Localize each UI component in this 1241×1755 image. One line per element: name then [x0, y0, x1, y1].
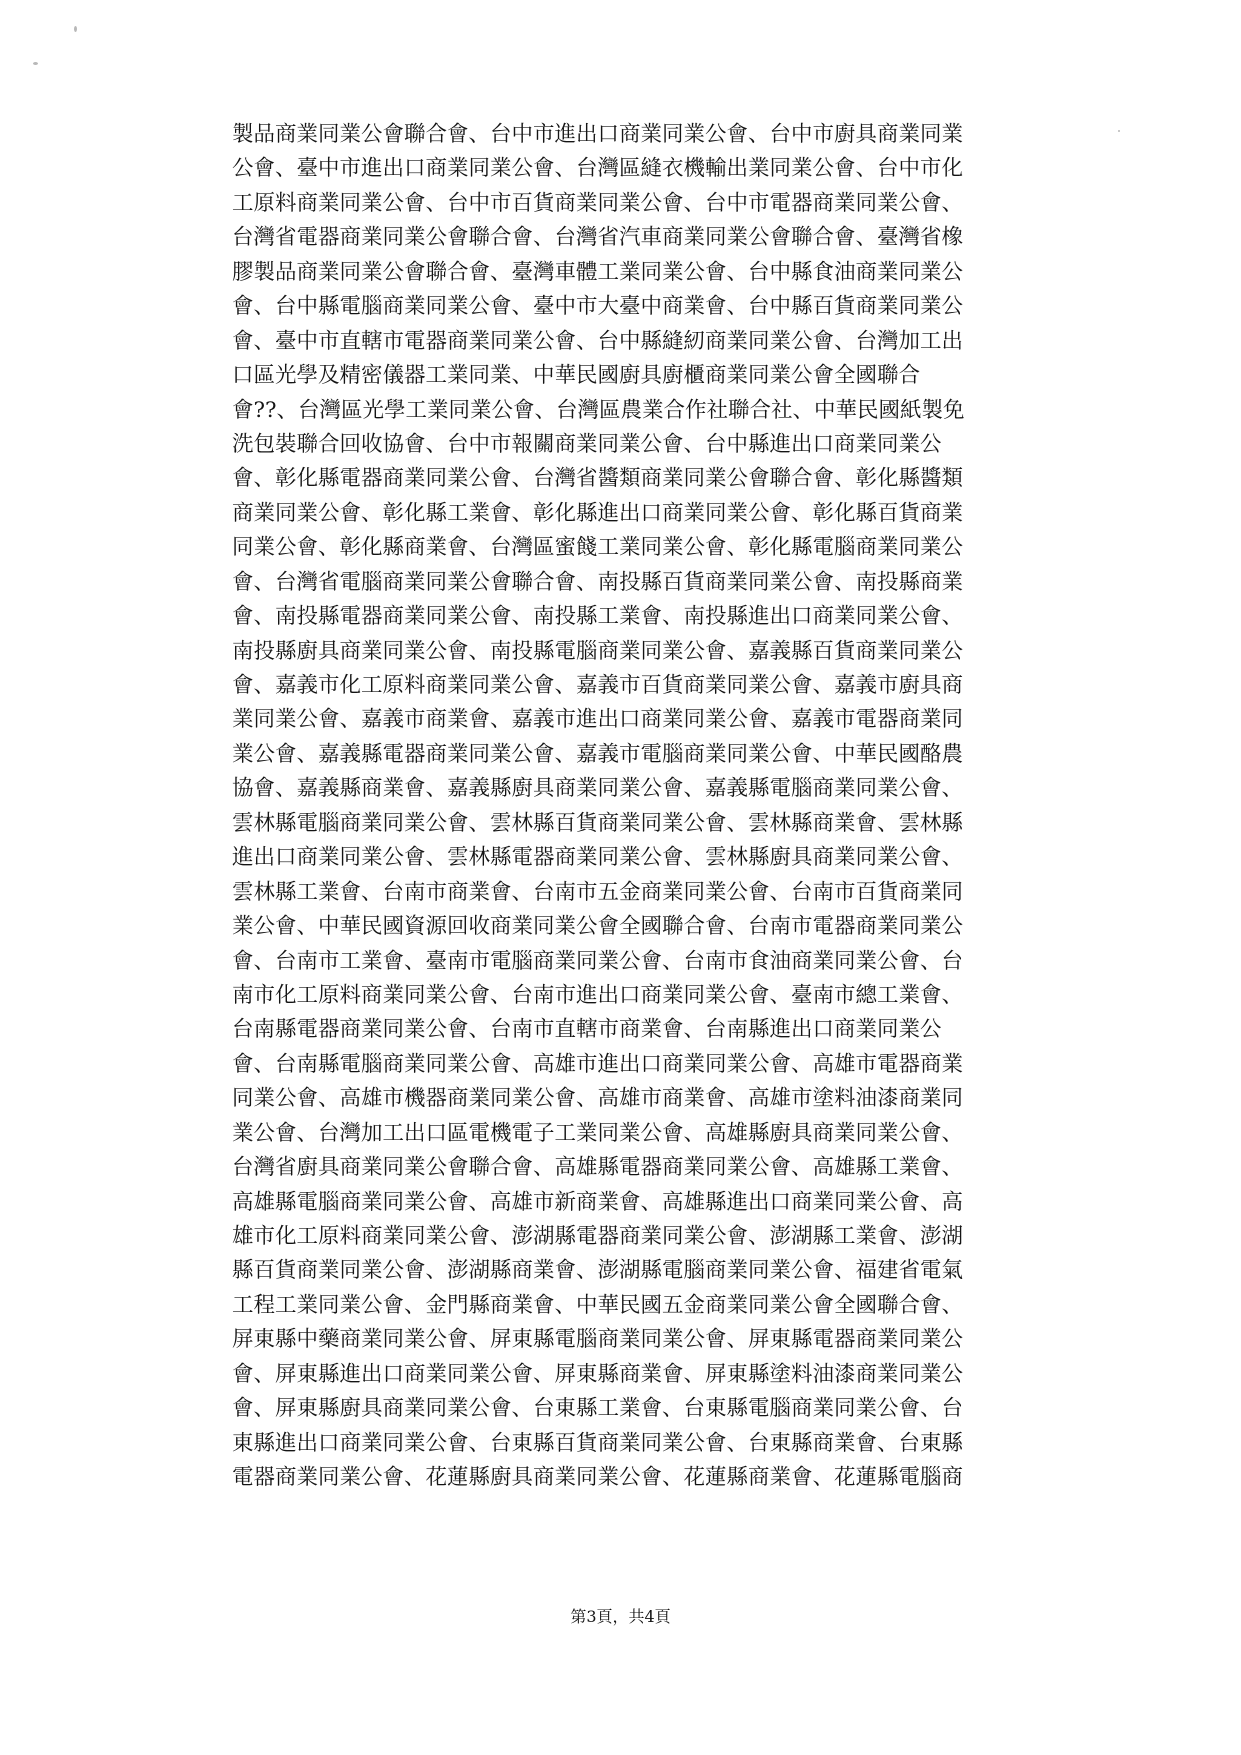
body-text: [232, 118, 1092, 1496]
text-line: 業公會、台灣加工出口區電機電子工業同業公會、高雄縣廚具商業同業公會、: [232, 1120, 964, 1146]
text-line: 業公會、嘉義縣電器商業同業公會、嘉義市電腦商業同業公會、中華民國酪農: [232, 741, 964, 767]
page-footer: 第3頁，共4頁: [570, 1607, 671, 1626]
text-line: 業公會、中華民國資源回收商業同業公會全國聯合會、台南市電器商業同業公: [232, 914, 964, 940]
text-line: 會、台南縣電腦商業同業公會、高雄市進出口商業同業公會、高雄市電器商業: [232, 1051, 964, 1077]
text-line: 會、嘉義市化工原料商業同業公會、嘉義市百貨商業同業公會、嘉義市廚具商: [232, 673, 964, 698]
text-line: 會、屏東縣進出口商業同業公會、屏東縣商業會、屏東縣塗料油漆商業同業公: [232, 1361, 964, 1387]
scan-speck: [1118, 130, 1120, 132]
text-line: 同業公會、高雄市機器商業同業公會、高雄市商業會、高雄市塗料油漆商業同: [232, 1086, 964, 1112]
text-line: 會、彰化縣電器商業同業公會、台灣省醬類商業同業公會聯合會、彰化縣醬類: [232, 466, 964, 492]
text-line: 會、臺中市直轄市電器商業同業公會、台中縣縫紉商業同業公會、台灣加工出: [232, 328, 964, 354]
text-line: 會、南投縣電器商業同業公會、南投縣工業會、南投縣進出口商業同業公會、: [232, 604, 964, 630]
text-line: 膠製品商業同業公會聯合會、臺灣車體工業同業公會、台中縣食油商業同業公: [232, 259, 964, 285]
text-line: 製品商業同業公會聯合會、台中市進出口商業同業公會、台中市廚具商業同業: [232, 122, 964, 147]
text-line: 會、屏東縣廚具商業同業公會、台東縣工業會、台東縣電腦商業同業公會、台: [232, 1396, 964, 1422]
text-line: 工程工業同業公會、金門縣商業會、中華民國五金商業同業公會全國聯合會、: [232, 1292, 964, 1318]
text-line: 縣百貨商業同業公會、澎湖縣商業會、澎湖縣電腦商業同業公會、福建省電氣: [232, 1258, 964, 1284]
text-line: 進出口商業同業公會、雲林縣電器商業同業公會、雲林縣廚具商業同業公會、: [232, 845, 964, 871]
text-line: 南投縣廚具商業同業公會、南投縣電腦商業同業公會、嘉義縣百貨商業同業公: [232, 638, 964, 664]
text-line: 會、台南市工業會、臺南市電腦商業同業公會、台南市食油商業同業公會、台: [232, 948, 964, 974]
text-line: 商業同業公會、彰化縣工業會、彰化縣進出口商業同業公會、彰化縣百貨商業: [232, 500, 964, 526]
text-line: 會??、台灣區光學工業同業公會、台灣區農業合作社聯合社、中華民國紙製免: [232, 397, 965, 423]
text-line: 同業公會、彰化縣商業會、台灣區蜜餞工業同業公會、彰化縣電腦商業同業公: [232, 535, 964, 561]
text-line: 東縣進出口商業同業公會、台東縣百貨商業同業公會、台東縣商業會、台東縣: [232, 1430, 964, 1456]
text-line: 雲林縣工業會、台南市商業會、台南市五金商業同業公會、台南市百貨商業同: [232, 879, 964, 905]
text-line: 公會、臺中市進出口商業同業公會、台灣區縫衣機輸出業同業公會、台中市化: [232, 156, 964, 182]
text-line: 台南縣電器商業同業公會、台南市直轄市商業會、台南縣進出口商業同業公: [232, 1017, 942, 1043]
text-line: 電器商業同業公會、花蓮縣廚具商業同業公會、花蓮縣商業會、花蓮縣電腦商: [232, 1465, 964, 1491]
text-line: 高雄縣電腦商業同業公會、高雄市新商業會、高雄縣進出口商業同業公會、高: [232, 1189, 964, 1215]
text-line: 台灣省廚具商業同業公會聯合會、高雄縣電器商業同業公會、高雄縣工業會、: [232, 1155, 964, 1181]
text-line: 屏東縣中藥商業同業公會、屏東縣電腦商業同業公會、屏東縣電器商業同業公: [232, 1327, 964, 1353]
text-line: 南市化工原料商業同業公會、台南市進出口商業同業公會、臺南市總工業會、: [232, 982, 964, 1008]
scan-speck: [74, 26, 77, 32]
text-line: 台灣省電器商業同業公會聯合會、台灣省汽車商業同業公會聯合會、臺灣省橡: [232, 225, 964, 251]
text-line: 洗包裝聯合回收協會、台中市報關商業同業公會、台中縣進出口商業同業公: [232, 431, 942, 457]
text-line: 協會、嘉義縣商業會、嘉義縣廚具商業同業公會、嘉義縣電腦商業同業公會、: [232, 776, 964, 802]
text-line: 口區光學及精密儀器工業同業、中華民國廚具廚櫃商業同業公會全國聯合: [232, 363, 921, 389]
text-line: 工原料商業同業公會、台中市百貨商業同業公會、台中市電器商業同業公會、: [232, 190, 964, 216]
text-line: 雲林縣電腦商業同業公會、雲林縣百貨商業同業公會、雲林縣商業會、雲林縣: [232, 810, 964, 836]
text-line: 會、台灣省電腦商業同業公會聯合會、南投縣百貨商業同業公會、南投縣商業: [232, 569, 964, 595]
text-line: 雄市化工原料商業同業公會、澎湖縣電器商業同業公會、澎湖縣工業會、澎湖: [232, 1224, 964, 1249]
scan-speck: [33, 62, 38, 65]
text-line: 會、台中縣電腦商業同業公會、臺中市大臺中商業會、台中縣百貨商業同業公: [232, 294, 964, 320]
text-line: 業同業公會、嘉義市商業會、嘉義市進出口商業同業公會、嘉義市電器商業同: [232, 707, 964, 733]
